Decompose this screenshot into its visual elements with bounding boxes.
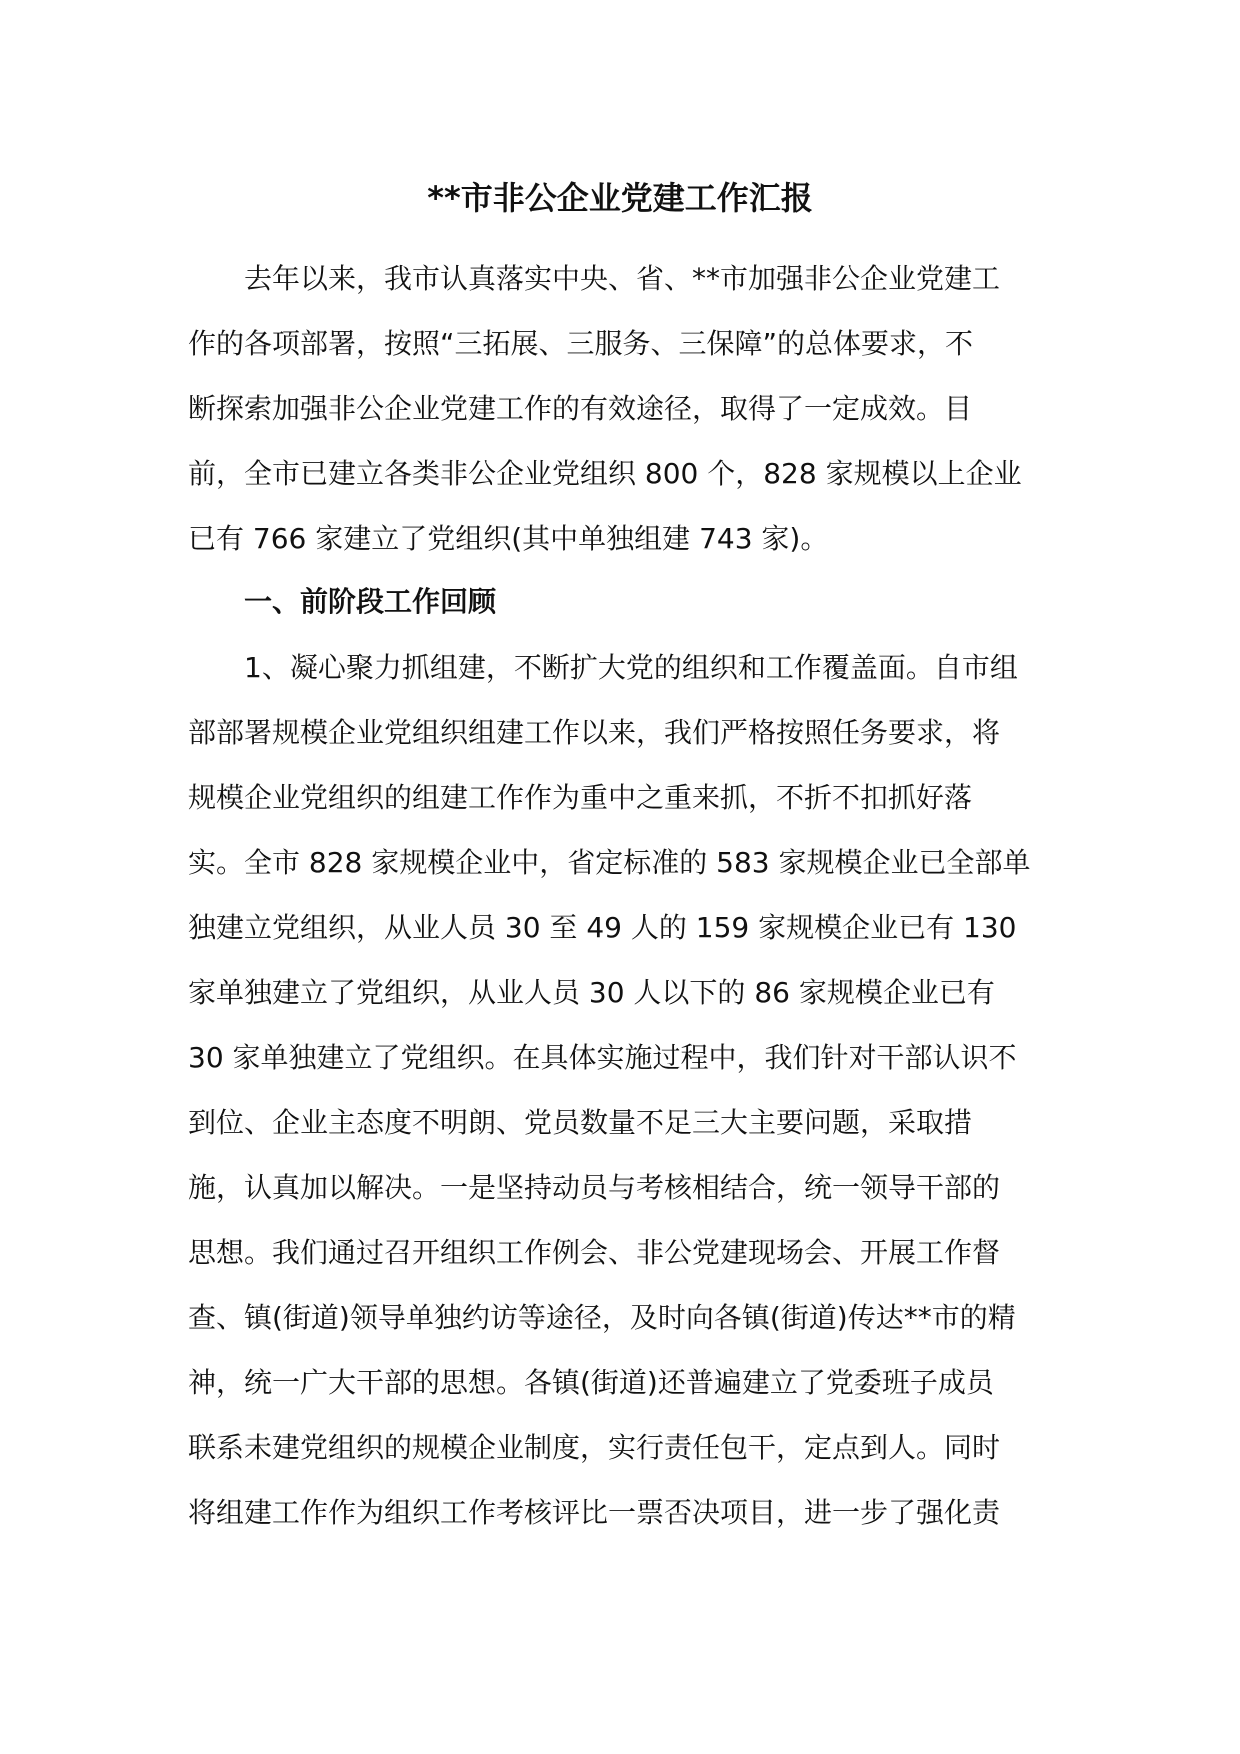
paragraph-line: 神，统一广大干部的思想。各镇(街道)还普遍建立了党委班子成员 [188,1366,994,1399]
paragraph-line: 施，认真加以解决。一是坚持动员与考核相结合，统一领导干部的 [188,1171,1001,1204]
paragraph-line: 独建立党组织，从业人员 30 至 49 人的 159 家规模企业已有 130 [188,911,1017,944]
paragraph-line: 断探索加强非公企业党建工作的有效途径，取得了一定成效。目 [188,392,973,425]
document-title: **市非公企业党建工作汇报 [427,179,813,217]
paragraph-line: 部部署规模企业党组织组建工作以来，我们严格按照任务要求，将 [188,716,1001,749]
paragraph-line: 家单独建立了党组织，从业人员 30 人以下的 86 家规模企业已有 [188,976,995,1009]
paragraph-line: 联系未建党组织的规模企业制度，实行责任包干，定点到人。同时 [188,1431,1001,1464]
paragraph-line: 作的各项部署，按照“三拓展、三服务、三保障”的总体要求，不 [188,327,974,360]
paragraph-line: 查、镇(街道)领导单独约访等途径，及时向各镇(街道)传达**市的精 [188,1301,1016,1334]
paragraph-line: 1、凝心聚力抓组建，不断扩大党的组织和工作覆盖面。自市组 [244,651,1018,684]
paragraph-line: 前，全市已建立各类非公企业党组织 800 个，828 家规模以上企业 [188,457,1022,490]
paragraph-line: 规模企业党组织的组建工作作为重中之重来抓，不折不扣抓好落 [188,781,973,814]
paragraph-line: 30 家单独建立了党组织。在具体实施过程中，我们针对干部认识不 [188,1041,1017,1074]
paragraph-line: 去年以来，我市认真落实中央、省、**市加强非公企业党建工 [244,262,1001,295]
section-heading: 一、前阶段工作回顾 [244,585,497,618]
paragraph-line: 到位、企业主态度不明朗、党员数量不足三大主要问题，采取措 [188,1106,973,1139]
paragraph-line: 将组建工作作为组织工作考核评比一票否决项目，进一步了强化责 [188,1496,1001,1529]
paragraph-line: 已有 766 家建立了党组织(其中单独组建 743 家)。 [188,522,829,555]
section-1-paragraph [188,635,1068,1545]
paragraph-line: 思想。我们通过召开组织工作例会、非公党建现场会、开展工作督 [188,1236,1001,1269]
intro-paragraph [188,246,1068,571]
paragraph-line: 实。全市 828 家规模企业中，省定标准的 583 家规模企业已全部单 [188,846,1031,879]
